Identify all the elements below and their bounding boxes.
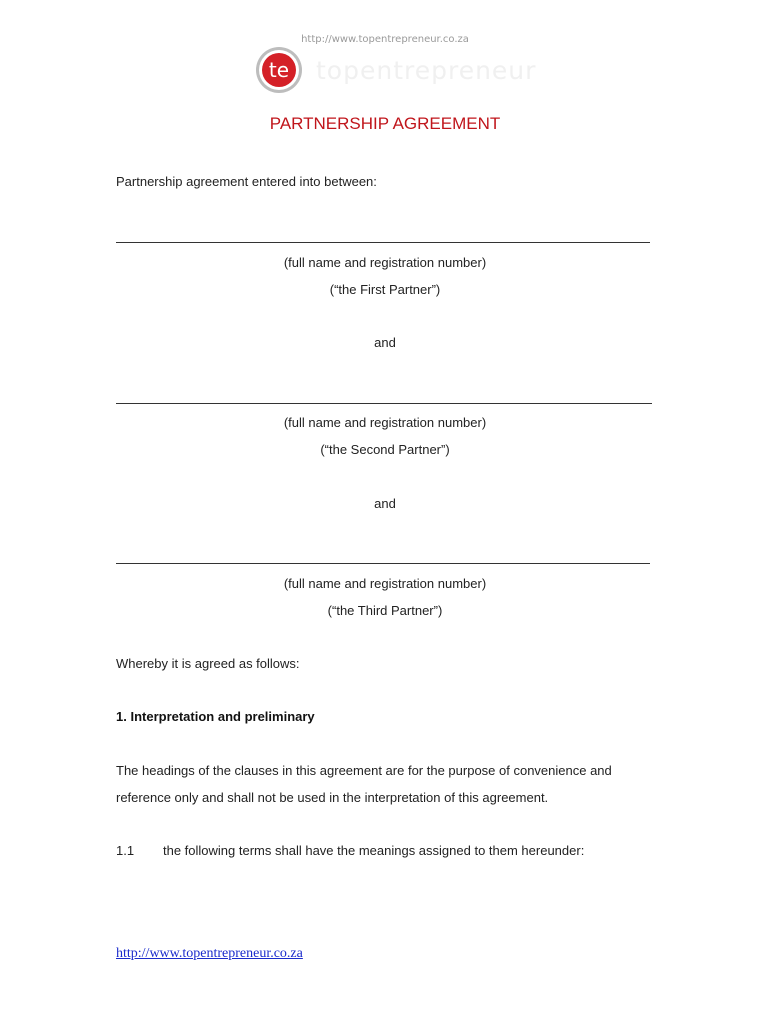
third-partner-alias: (“the Third Partner”): [327, 603, 443, 618]
document-title: PARTNERSHIP AGREEMENT: [269, 114, 501, 133]
header-url: http://www.topentrepreneur.co.za: [301, 34, 469, 45]
connector-and-2: and: [374, 496, 396, 511]
second-partner-signature-line: [116, 403, 652, 404]
third-partner-caption: (full name and registration number): [283, 576, 487, 591]
footer-link[interactable]: http://www.topentrepreneur.co.za: [116, 946, 303, 961]
logo-text: te: [268, 58, 290, 82]
logo-icon: [255, 46, 303, 94]
section-1-paragraph-line-2: reference only and shall not be used in the interpretation of this agreement.: [116, 790, 549, 805]
first-partner-caption: (full name and registration number): [283, 255, 487, 270]
intro-text: Partnership agreement entered into between:: [116, 174, 377, 189]
whereby-text: Whereby it is agreed as follows:: [116, 656, 300, 671]
section-1-heading: 1. Interpretation and preliminary: [116, 709, 315, 724]
clause-1-1-text: the following terms shall have the meanings assigned to them hereunder:: [163, 843, 585, 858]
section-1-paragraph-line-1: The headings of the clauses in this agreement are for the purpose of convenience and: [116, 763, 612, 778]
third-partner-signature-line: [116, 563, 650, 564]
second-partner-alias: (“the Second Partner”): [320, 442, 450, 457]
second-partner-caption: (full name and registration number): [283, 415, 487, 430]
clause-1-1-number: 1.1: [116, 843, 135, 858]
connector-and-1: and: [374, 335, 396, 350]
brand-name: topentrepreneur: [316, 56, 537, 85]
first-partner-signature-line: [116, 242, 650, 243]
first-partner-alias: (“the First Partner”): [329, 282, 441, 297]
